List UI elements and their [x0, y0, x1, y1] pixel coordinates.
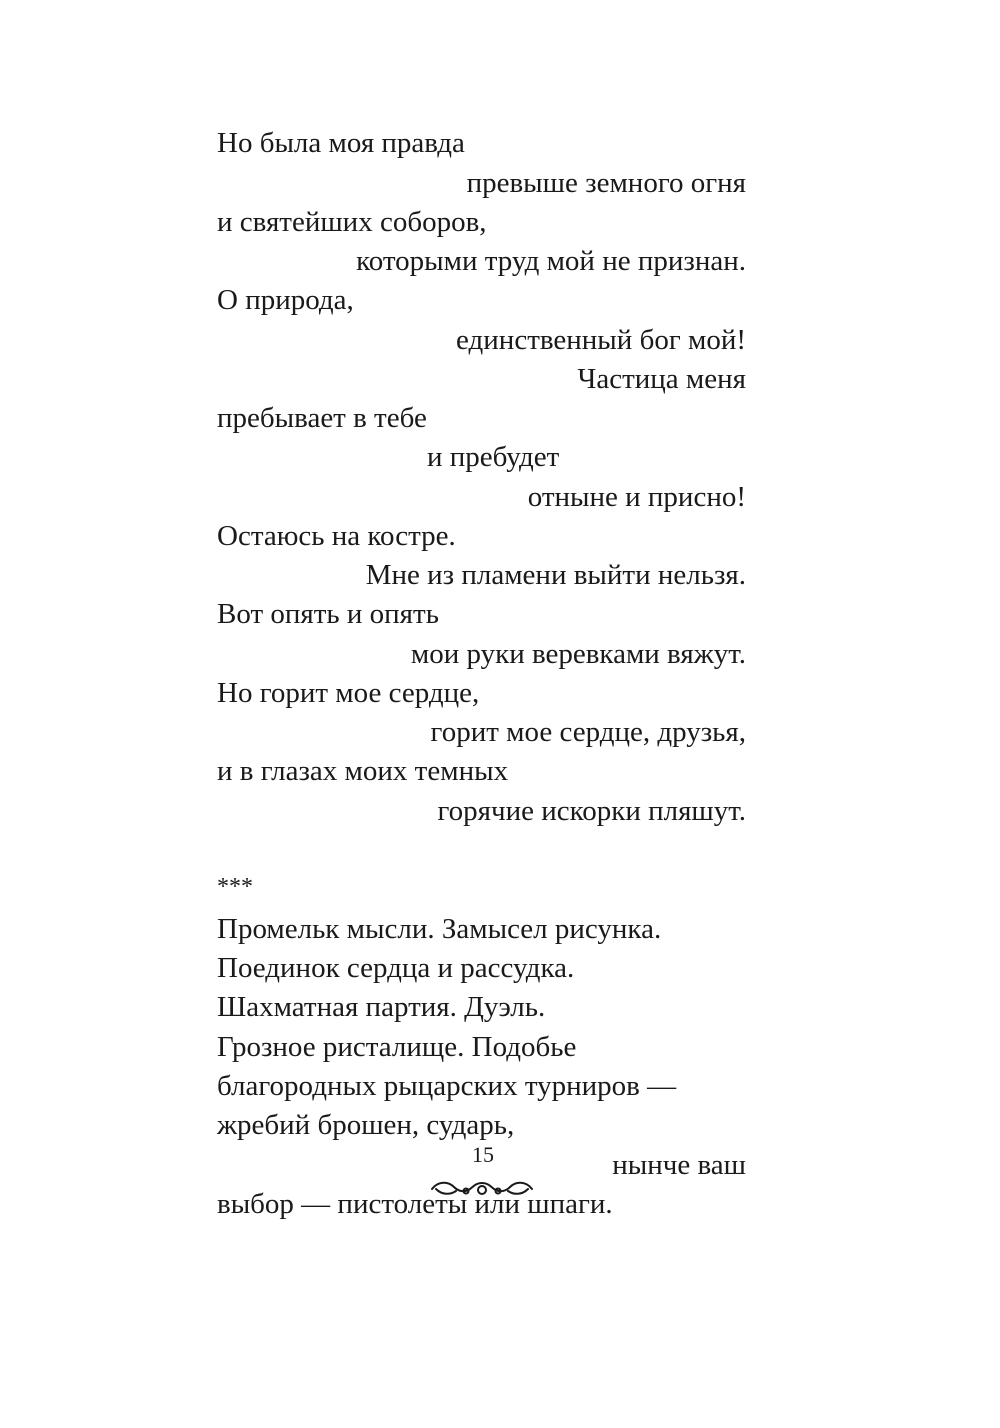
- poem-line: и пребудет: [427, 441, 560, 473]
- poem-line: выбор — пистолеты или шпаги.: [217, 1188, 613, 1220]
- poem-line: горячие искорки пляшут.: [437, 795, 746, 827]
- poem-line: нынче ваш: [612, 1149, 746, 1181]
- poem-line: Частица меня: [577, 363, 746, 395]
- poem-line: О природа,: [217, 284, 354, 316]
- poem-line: Но была моя правда: [217, 127, 465, 159]
- poem-line: мои руки веревками вяжут.: [410, 638, 746, 670]
- poem-line: превыше земного огня: [466, 167, 746, 199]
- poem-line: Мне из пламени выйти нельзя.: [365, 559, 746, 591]
- poem-line: Но горит мое сердце,: [217, 677, 480, 709]
- poem-line: Поединок сердца и рассудка.: [217, 952, 575, 984]
- poem-line: Промельк мысли. Замысел рисунка.: [217, 913, 662, 945]
- poem-line: Грозное ристалище. Подобье: [217, 1031, 577, 1063]
- poem-line: и святейших соборов,: [217, 206, 487, 238]
- poem-line: единственный бог мой!: [456, 324, 746, 356]
- poem-line: которыми труд мой не признан.: [356, 245, 746, 277]
- poem-line: благородных рыцарских турниров —: [217, 1070, 677, 1102]
- section-separator: ***: [217, 874, 253, 900]
- poem-line: Остаюсь на костре.: [217, 520, 456, 552]
- poem-line: пребывает в тебе: [217, 402, 427, 434]
- scroll-ornament-icon: [428, 1175, 536, 1203]
- poem-line: Шахматная партия. Дуэль.: [217, 991, 546, 1023]
- poem-line: Вот опять и опять: [217, 598, 439, 630]
- poem-line: отныне и присно!: [527, 481, 746, 513]
- page-number: 15: [472, 1142, 494, 1167]
- poem-line: и в глазах моих темных: [217, 755, 509, 787]
- poem-line: жребий брошен, сударь,: [217, 1109, 515, 1141]
- poem-line: горит мое сердце, друзья,: [430, 716, 746, 748]
